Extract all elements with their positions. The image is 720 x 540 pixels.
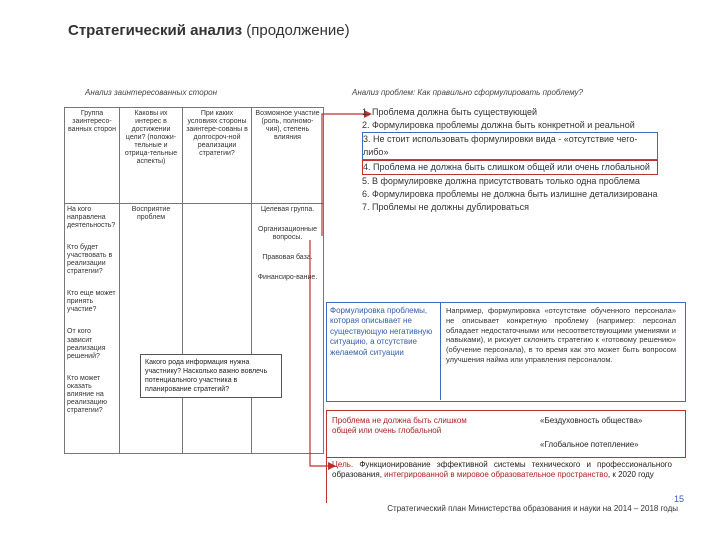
stakeholder-header: Анализ заинтересованных сторон [85,88,217,97]
stakeholder-questions [65,204,120,454]
info-note: Какого рода информация нужна участнику? Насколько важно вовлечь потенциального участника в планирование стратегий? [140,354,282,398]
example-divider [440,302,441,400]
col-header-4: Возможное участие (роль, полномо-чия), степень влияния [252,108,324,204]
step-item: 7. Проблемы не должны дублироваться [362,202,529,213]
global-label: Проблема не должна быть слишком общей или очень глобальной [332,416,467,436]
step-item: 5. В формулировке должна присутствовать только одна проблема [362,176,640,187]
question-item: Кто еще может принять участие? [67,290,116,314]
global-example-2: «Глобальное потепление» [540,440,639,449]
goal-text: Цель. Функционирование эффективной системы технического и профессионального образования, интегрированной в мировое образовательное пространство, к 2020 году [332,460,672,480]
question-item: От кого зависит реализация решений? [67,328,106,360]
empty-cell [183,204,252,454]
perception-cell: Восприятие проблем [120,204,183,454]
question-item: Кто будет участвовать в реализации стратегии? [67,244,113,276]
step-item: 1. Проблема должна быть существующей [362,107,538,117]
problem-header: Анализ проблем: Как правильно сформулировать проблему? [352,88,583,97]
stakeholder-table [64,107,324,454]
problem-steps [362,106,658,214]
col-header-2: Каковы их интерес в достижении цели? (положи-тельные и отрица-тельные аспекты) [120,108,183,204]
footer-caption: Стратегический план Министерства образования и науки на 2014 – 2018 годы [387,504,678,513]
global-example-1: «Бездуховность общества» [540,416,643,425]
question-item: На кого направлена деятельность? [67,206,116,230]
example-label: Формулировка проблемы, которая описывает не существующую негативную ситуацию, а отсутствие желаемой ситуации [330,306,433,357]
step-item-highlight-red: 4. Проблема не должна быть слишком общей или очень глобальной [362,160,658,175]
page-number: 15 [674,494,685,504]
step-item-highlight-blue: 3. Не стоит использовать формулировки вида - «отсутствие чего-либо» [362,132,658,160]
step-item: 2. Формулировка проблемы должна быть конкретной и реальной [362,120,635,131]
example-text: Например, формулировка «отсутствие обученного персонала» не описывает конкретную проблему (например: персонал обладает недостаточными или несоответствующими умениями и навыками), и рискует склонить стратегию к «готовому решению» (обучение персонала), в то время как это может быть вопросом улучшения найма или управления персоналом. [446,306,676,364]
question-item: Кто может оказать влияние на реализацию стратегии? [67,374,107,414]
step-item: 6. Формулировка проблемы не должна быть излишне детализирована [362,189,658,200]
page-title: Стратегический анализ (продолжение) [68,22,350,39]
col-header-3: При каких условиях стороны заинтере-сованы в долгосроч-ной реализации стратегии? [183,108,252,204]
col-header-1: Группа заинтересо-ванных сторон [65,108,120,204]
role-cell: Целевая группа. Организационные вопросы. Правовая база. Финансиро-вание. [252,204,324,454]
